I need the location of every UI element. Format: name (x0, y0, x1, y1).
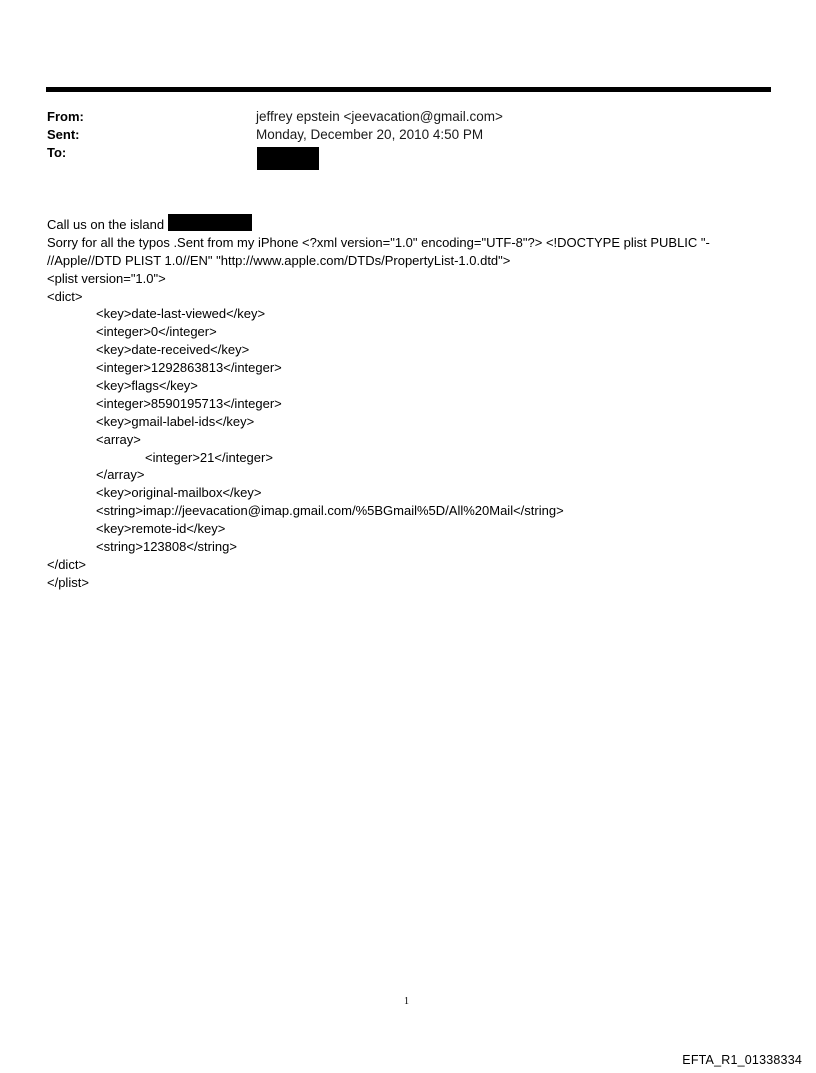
body-line: <key>date-received</key> (96, 342, 250, 358)
body-line: <integer>8590195713</integer> (96, 395, 282, 411)
body-line: </array> (96, 467, 145, 483)
page-number: 1 (404, 996, 409, 1007)
body-line: <key>flags</key> (96, 378, 198, 394)
header-rule (46, 87, 771, 92)
body-line: //Apple//DTD PLIST 1.0//EN" "http://www.apple.com/DTDs/PropertyList-1.0.dtd"> (47, 252, 511, 268)
body-line: </plist> (47, 574, 89, 590)
sent-value: Monday, December 20, 2010 4:50 PM (256, 127, 484, 142)
to-label: To: (47, 145, 67, 160)
from-label: From: (47, 109, 84, 124)
body-line: <string>123808</string> (96, 539, 237, 555)
body-line: <plist version="1.0"> (47, 270, 166, 286)
body-line (47, 216, 777, 234)
document-id: EFTA_R1_01338334 (682, 1053, 802, 1067)
body-line: <array> (96, 431, 141, 447)
body-line: <key>original-mailbox</key> (96, 485, 262, 501)
body-line: <key>remote-id</key> (96, 521, 226, 537)
sent-label: Sent: (47, 127, 80, 142)
body-text-island: Call us on the island (47, 217, 165, 232)
body-line: <key>date-last-viewed</key> (96, 306, 266, 322)
to-redaction (257, 147, 319, 170)
from-value: jeffrey epstein <jeevacation@gmail.com> (256, 109, 503, 124)
email-body (47, 216, 777, 592)
body-line: <integer>21</integer> (145, 449, 273, 465)
body-line: </dict> (47, 556, 87, 572)
body-line: <dict> (47, 288, 83, 304)
body-line: <integer>1292863813</integer> (96, 360, 282, 376)
body-line: Sorry for all the typos .Sent from my iPhone <?xml version="1.0" encoding="UTF-8"?> <!DOCTYPE plist PUBLIC "- (47, 234, 710, 250)
body-line: <string>imap://jeevacation@imap.gmail.com/%5BGmail%5D/All%20Mail</string> (96, 503, 564, 519)
body-line: <integer>0</integer> (96, 324, 217, 340)
body-line: <key>gmail-label-ids</key> (96, 413, 255, 429)
island-redaction (168, 214, 252, 231)
